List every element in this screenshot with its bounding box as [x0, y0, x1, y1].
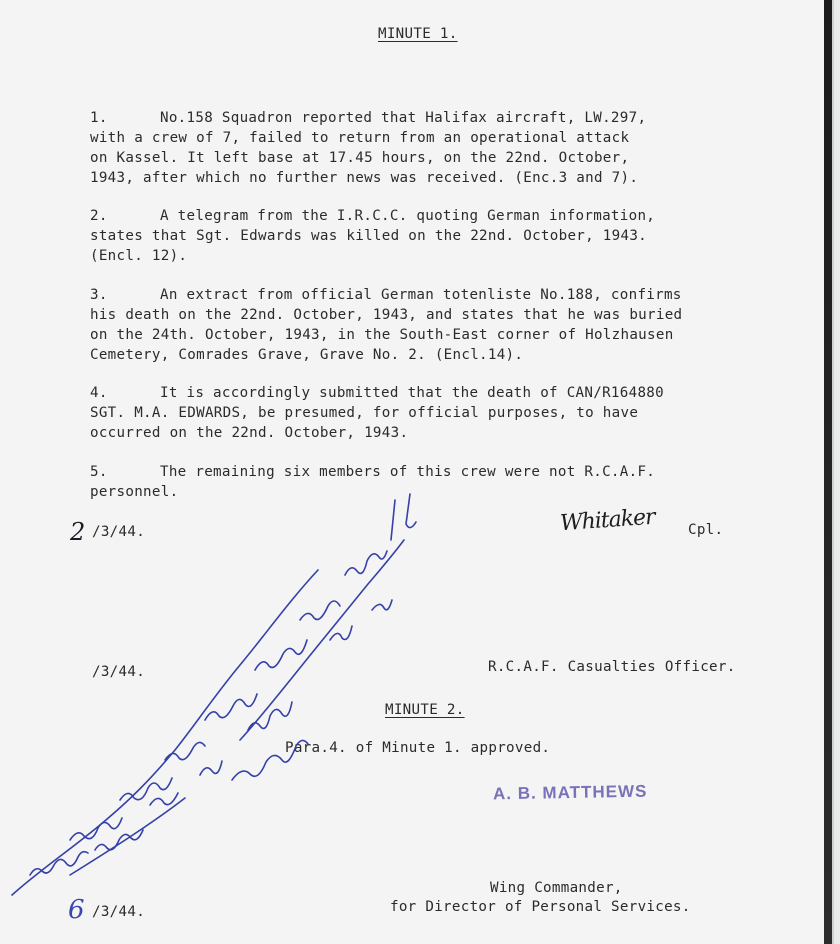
para4-line: It is accordingly submitted that the death of CAN/R164880: [160, 385, 664, 401]
typed-date-2: /3/44.: [92, 664, 146, 680]
para5-line: personnel.: [90, 484, 179, 500]
para3-number: 3.: [90, 287, 108, 303]
para1-line: on Kassel. It left base at 17.45 hours, on the 22nd. October,: [90, 150, 630, 166]
handwritten-date-day-2: 6: [68, 895, 85, 925]
page-edge: [824, 0, 832, 944]
wing-commander-line: Wing Commander,: [490, 880, 623, 896]
director-line: for Director of Personal Services.: [390, 899, 691, 915]
para1-line: No.158 Squadron reported that Halifax aircraft, LW.297,: [160, 110, 647, 126]
para2-line: (Encl. 12).: [90, 248, 188, 264]
para3-line: An extract from official German totenliste No.188, confirms: [160, 287, 682, 303]
typed-date-3: /3/44.: [92, 904, 146, 920]
cpl-signature: Whitaker: [559, 504, 656, 537]
handwritten-date-day: 2: [70, 518, 86, 546]
para3-line: his death on the 22nd. October, 1943, and states that he was buried: [90, 307, 683, 323]
para5-line: The remaining six members of this crew were not R.C.A.F.: [160, 464, 656, 480]
para2-line: states that Sgt. Edwards was killed on the 22nd. October, 1943.: [90, 228, 648, 244]
para4-number: 4.: [90, 385, 108, 401]
para3-line: on the 24th. October, 1943, in the South-East corner of Holzhausen: [90, 327, 674, 343]
para3-line: Cemetery, Comrades Grave, Grave No. 2. (Encl.14).: [90, 347, 524, 363]
signature-rank: Cpl.: [688, 522, 724, 538]
minute2-text: Para.4. of Minute 1. approved.: [285, 740, 551, 756]
para4-line: occurred on the 22nd. October, 1943.: [90, 425, 409, 441]
handwritten-annotation: [0, 480, 460, 900]
para1-line: 1943, after which no further news was received. (Enc.3 and 7).: [90, 170, 639, 186]
para1-line: with a crew of 7, failed to return from an operational attack: [90, 130, 630, 146]
para1-number: 1.: [90, 110, 108, 126]
name-stamp: A. B. MATTHEWS: [492, 781, 648, 804]
minute2-heading: MINUTE 2.: [385, 702, 465, 718]
para4-line: SGT. M.A. EDWARDS, be presumed, for official purposes, to have: [90, 405, 639, 421]
casualties-officer-title: R.C.A.F. Casualties Officer.: [488, 659, 736, 675]
typed-date-1: /3/44.: [92, 524, 146, 540]
minute1-heading: MINUTE 1.: [378, 26, 458, 42]
para5-number: 5.: [90, 464, 108, 480]
para2-number: 2.: [90, 208, 108, 224]
para2-line: A telegram from the I.R.C.C. quoting German information,: [160, 208, 656, 224]
